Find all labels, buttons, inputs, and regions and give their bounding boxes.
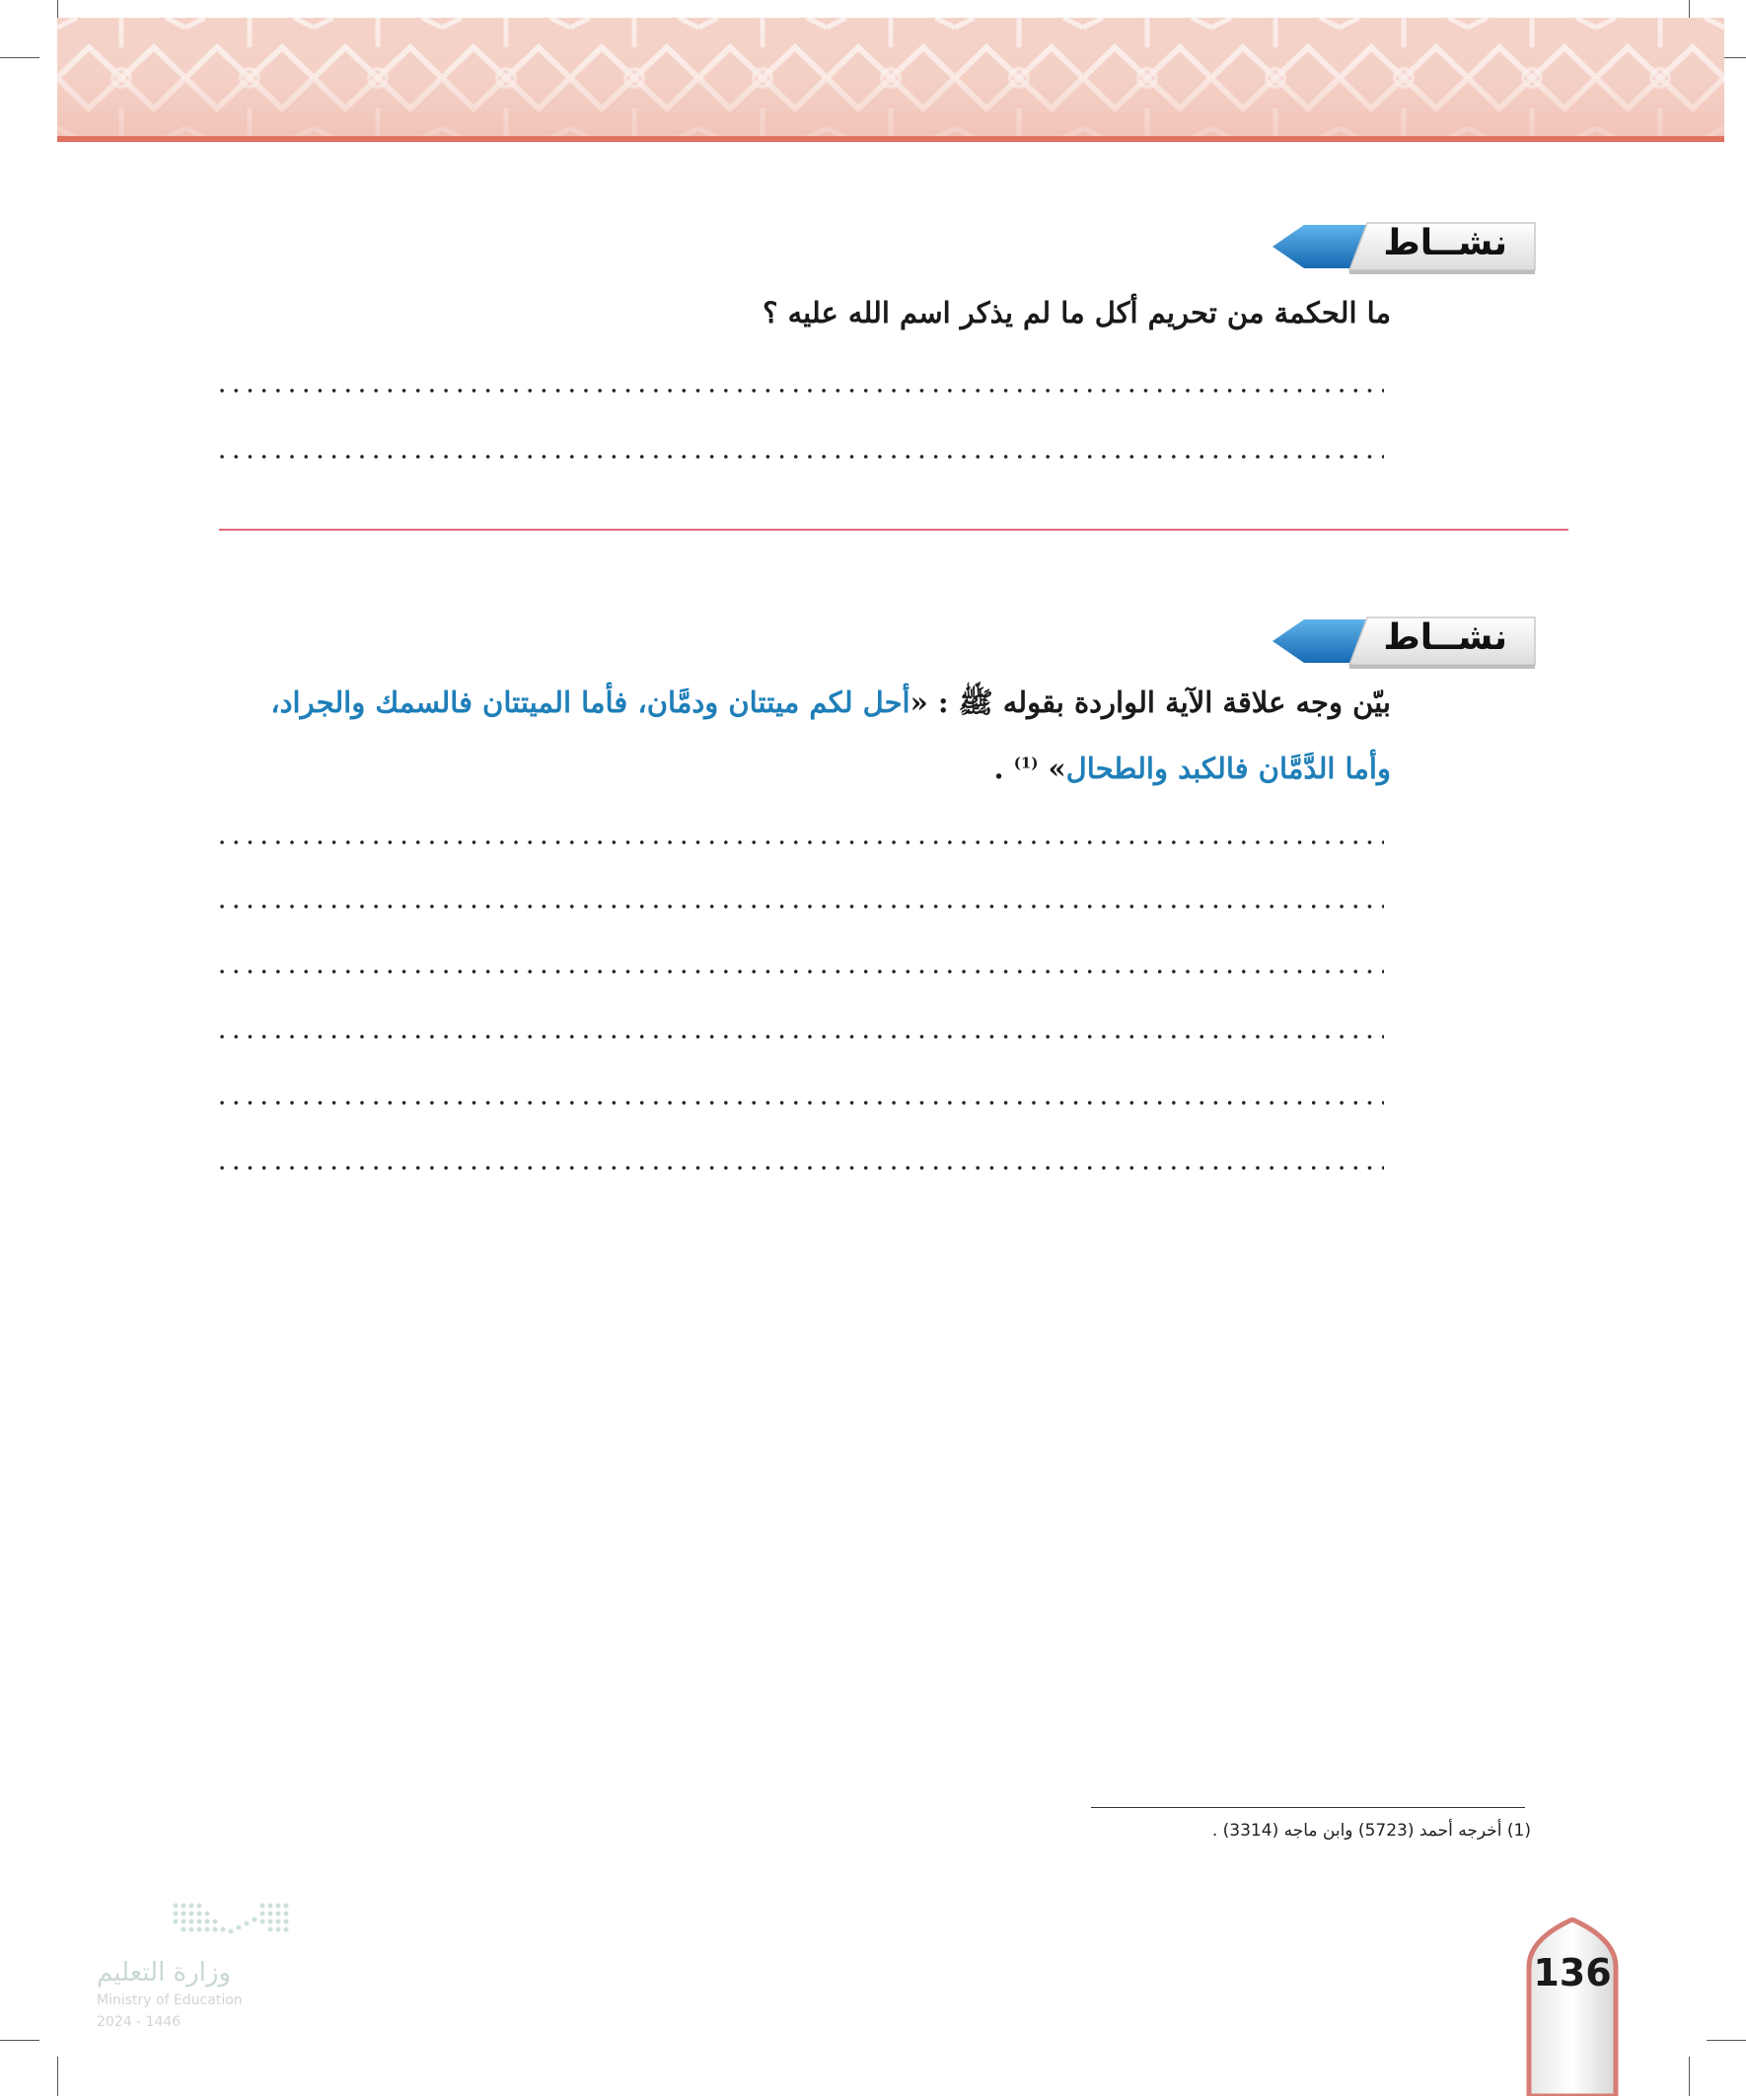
answer-line[interactable] xyxy=(215,388,1384,394)
crop-mark xyxy=(0,57,39,58)
answer-line[interactable] xyxy=(215,1034,1384,1040)
activity-badge-label: نشــاط xyxy=(1383,617,1507,658)
activity1-question: ما الحكمة من تحريم أكل ما لم يذكر اسم الله عليه ؟ xyxy=(763,296,1391,329)
activity2-question-line1 xyxy=(270,686,1391,727)
answer-line[interactable] xyxy=(215,969,1384,975)
ministry-dots-icon xyxy=(95,1894,331,1953)
crop-mark xyxy=(1689,2057,1690,2096)
ministry-year: 2024 - 1446 xyxy=(97,2014,182,2030)
crop-mark xyxy=(1707,2040,1746,2041)
activity2-question-lead: بيّن وجه علاقة الآية الواردة بقوله ﷺ : « xyxy=(909,686,1391,719)
header-rule xyxy=(57,136,1724,142)
sentence-end-mark: . xyxy=(993,752,1004,785)
answer-line[interactable] xyxy=(215,839,1384,845)
crop-mark xyxy=(0,2040,39,2041)
ministry-name-english: Ministry of Education xyxy=(97,1992,243,2008)
header-pattern-icon xyxy=(57,18,1724,138)
answer-line[interactable] xyxy=(215,904,1384,909)
footnote-reference[interactable]: (1) xyxy=(1013,754,1039,772)
page-number: 136 xyxy=(1533,1951,1612,1994)
ministry-name-arabic: وزارة التعليم xyxy=(97,1958,232,1988)
answer-line[interactable] xyxy=(215,1100,1384,1106)
page-tab-arch-icon xyxy=(1525,1918,1620,2096)
hadith-closing-quote: » xyxy=(1048,752,1066,785)
hadith-text-part1: أحل لكم ميتتان ودمَّان، فأما الميتتان فالسمك والجراد، xyxy=(270,686,910,719)
answer-line[interactable] xyxy=(215,1165,1384,1171)
section-divider xyxy=(219,529,1568,531)
answer-line[interactable] xyxy=(215,454,1384,460)
footnote-rule xyxy=(1091,1807,1525,1808)
footnote-text: (1) أخرجه أحمد (5723) وابن ماجه (3314) . xyxy=(1211,1821,1531,1841)
activity2-question-line2 xyxy=(994,752,1391,785)
activity-badge xyxy=(1271,612,1537,671)
crop-mark xyxy=(57,2057,58,2096)
header-ornament-band xyxy=(57,18,1724,138)
activity-badge-label: نشــاط xyxy=(1383,223,1507,263)
hadith-text-part2: وأما الدَّمَّان فالكبد والطحال xyxy=(1065,752,1391,785)
page-number-tab xyxy=(1525,1918,1620,2096)
activity-badge xyxy=(1271,217,1537,276)
